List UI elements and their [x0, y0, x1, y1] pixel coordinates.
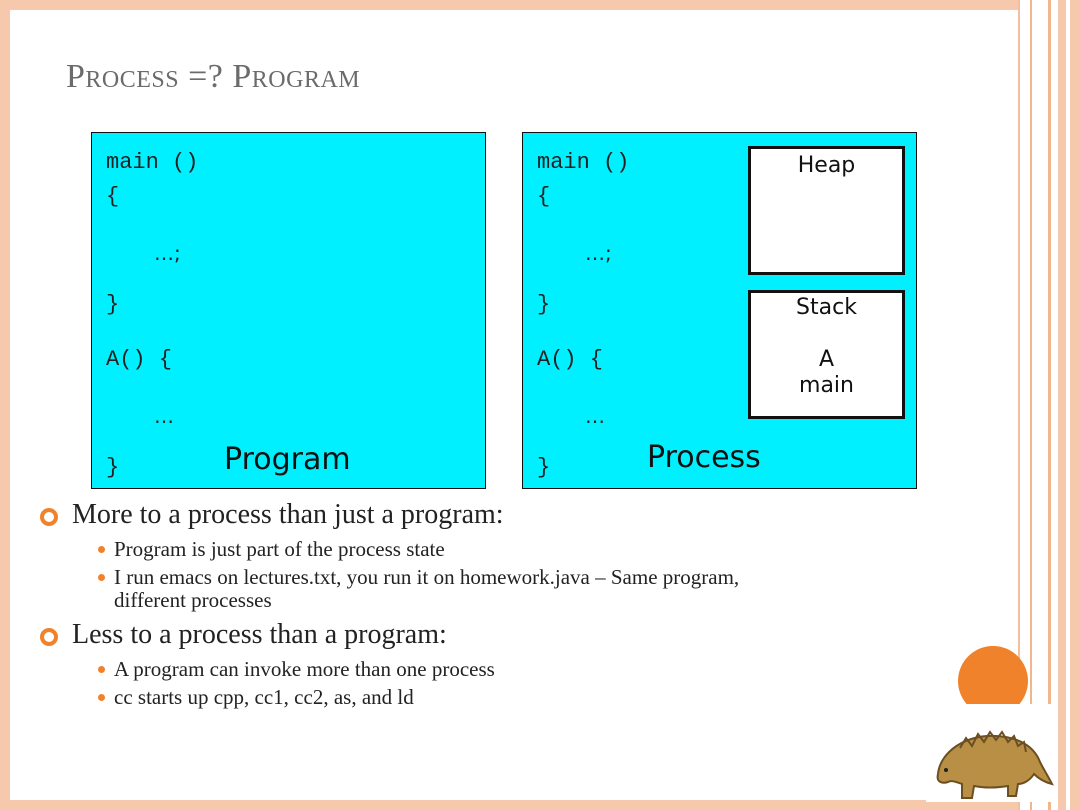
- bullet-text: More to a process than just a program:: [72, 499, 504, 530]
- dinosaur-icon: [926, 704, 1056, 802]
- bullet-item: [40, 497, 1020, 533]
- code-line: {: [537, 184, 551, 209]
- heap-label: Heap: [797, 153, 856, 178]
- sub-bullet-text: A program can invoke more than one process: [114, 657, 495, 681]
- code-line: }: [537, 292, 551, 317]
- stack-frame: A: [818, 347, 835, 372]
- code-line: …: [585, 404, 605, 428]
- code-line: …;: [585, 241, 612, 265]
- code-line: {: [106, 184, 120, 209]
- stack-frame: main: [799, 373, 854, 398]
- process-box: [522, 132, 917, 489]
- ring-bullet-icon: [40, 628, 58, 646]
- code-line: }: [106, 292, 120, 317]
- bullet-list: [40, 497, 1020, 714]
- process-label: Process: [647, 440, 761, 475]
- dot-bullet-icon: [98, 574, 105, 581]
- slide-title: Process =? Program: [66, 58, 361, 95]
- sub-bullet-item: [40, 538, 1020, 561]
- dot-bullet-icon: [98, 546, 105, 553]
- program-label: Program: [224, 442, 351, 477]
- sub-bullet-item: [40, 686, 1020, 709]
- bullet-item: [40, 617, 1020, 653]
- bullet-text: Less to a process than a program:: [72, 619, 447, 650]
- slide-frame-top: [0, 0, 1080, 10]
- program-box: [91, 132, 486, 489]
- slide-frame-left: [0, 0, 10, 810]
- code-line: A() {: [537, 347, 604, 372]
- code-line: A() {: [106, 347, 173, 372]
- code-line: …;: [154, 241, 181, 265]
- sub-bullet-text: cc starts up cpp, cc1, cc2, as, and ld: [114, 685, 414, 709]
- code-line: }: [106, 455, 120, 480]
- code-line: }: [537, 455, 551, 480]
- decorative-stripes: [1018, 0, 1080, 810]
- ring-bullet-icon: [40, 508, 58, 526]
- code-line: main (): [537, 150, 630, 175]
- stack-box: [748, 290, 905, 419]
- slide-frame-bottom: [0, 800, 1080, 810]
- sub-bullet-text: I run emacs on lectures.txt, you run it on homework.java – Same program, different processes: [114, 565, 740, 612]
- stack-label: Stack: [796, 295, 857, 320]
- sub-bullet-text: Program is just part of the process state: [114, 537, 445, 561]
- sub-bullet-item: [40, 566, 794, 612]
- code-line: …: [154, 404, 174, 428]
- code-line: main (): [106, 150, 199, 175]
- heap-box: [748, 146, 905, 275]
- dot-bullet-icon: [98, 694, 105, 701]
- dot-bullet-icon: [98, 666, 105, 673]
- sub-bullet-item: [40, 658, 1020, 681]
